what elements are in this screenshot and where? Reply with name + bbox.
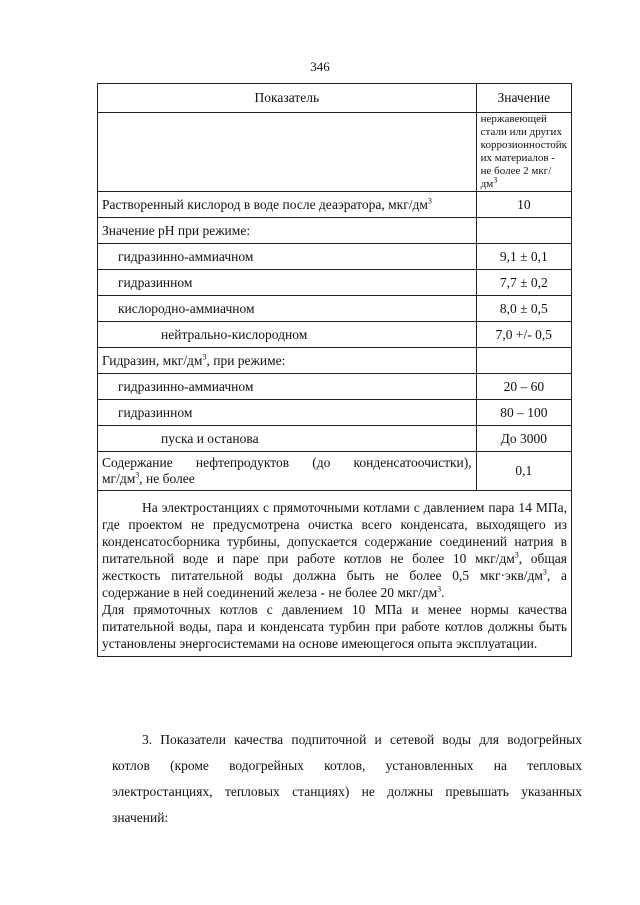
row-value: 0,1 [476,452,571,491]
row-value: 7,7 ± 0,2 [476,270,571,296]
empty-cell [476,348,571,374]
row-value: 20 – 60 [476,374,571,400]
row-label: гидразинно-аммиачном [98,244,477,270]
row-label: Растворенный кислород в воде после деаэратора, мкг/$дм^3$ [98,192,477,218]
row-label: кислородно-аммиачном [98,296,477,322]
table-row [98,322,572,348]
row-label: нейтрально-кислородном [98,322,477,348]
row-value: 9,1 ± 0,1 [476,244,571,270]
oil-label-line2: $мг/дм^3$, не более [102,470,195,486]
table-row [98,270,572,296]
row-label: Гидразин, мкг/$дм^3$, при режиме: [98,348,477,374]
note-paragraph-2: Для прямоточных котлов с давлением 10 МПа и менее нормы качества питательной воды, пара и конденсата турбин при работе котлов должны быть установлены энергосистемами на основе имеющегося опыта эксплуатации. [102,602,567,651]
table-row [98,244,572,270]
section-3-paragraph: 3. Показатели качества подпиточной и сетевой воды для водогрейных котлов (кроме водогрейных котлов, установленных на тепловых электростанциях, тепловых станциях) не должны превышать указанных значений: [112,732,582,825]
empty-cell [476,218,571,244]
row-label: гидразинном [98,400,477,426]
note-paragraph-1: На электростанциях с прямоточными котлами с давлением пара 14 МПа, где проектом не предусмотрена очистка всего конденсата, выходящего из конденсатосборника турбины, допускается содержание соединений натрия в питательной воде и паре при работе котлов не более 10 мкг/$дм^3$, общая жесткость питательной воды должна быть не более 0,5 $мкг\cdot экв/дм^3$, а содержание в ней соединений железа - не более 20 мкг/$дм^3$. [102,500,568,600]
row-label: пуска и останова [98,426,477,452]
row-value: До 3000 [476,426,571,452]
table-header-row [98,84,572,113]
table-row-oxygen [98,192,572,218]
table-row [98,374,572,400]
row-value: 80 – 100 [476,400,571,426]
row-label [98,452,477,491]
table-note-row [98,491,572,657]
table-row [98,113,572,192]
row-value: 7,0 +/- 0,5 [476,322,571,348]
section-3 [112,727,582,831]
empty-cell [98,113,477,192]
table-note [98,491,572,657]
row-value: 10 [476,192,571,218]
table-row [98,296,572,322]
row-label: гидразинном [98,270,477,296]
table-row-hydrazine-header [98,348,572,374]
header-indicator: Показатель [98,84,477,113]
continued-value: нержавеющей стали или других коррозионностойк их материалов - не более 2 мкг/$дм^3$ [476,113,571,192]
table-row [98,426,572,452]
row-label: гидразинно-аммиачном [98,374,477,400]
header-value: Значение [476,84,571,113]
row-label: Значение pH при режиме: [98,218,477,244]
page-number: 346 [310,59,330,74]
water-quality-table [97,83,572,657]
table-row-oil [98,452,572,491]
oil-label-line1: Содержание нефтепродуктов (до конденсатоочистки), [102,455,472,470]
table-row [98,400,572,426]
row-value: 8,0 ± 0,5 [476,296,571,322]
table-row-ph-header [98,218,572,244]
